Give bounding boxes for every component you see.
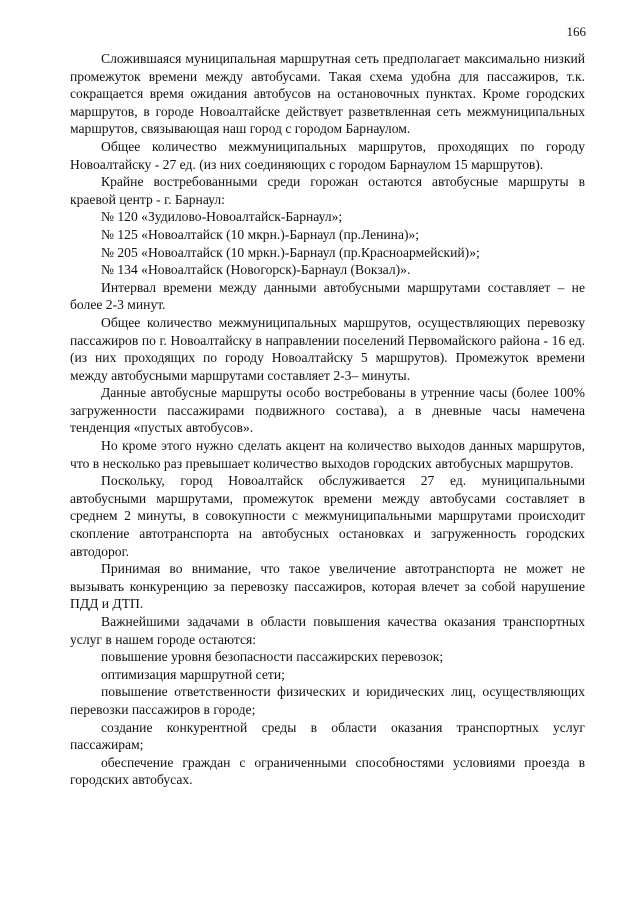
paragraph-interval: Интервал времени между данными автобусными маршрутами составляет – не более 2-3 минут.: [70, 279, 585, 313]
paragraph-intermunicipal-count: Общее количество межмуниципальных маршрутов, проходящих по городу Новоалтайску - 27 ед. (из них соединяющих с городом Барнаулом 15 маршрутов).: [70, 138, 585, 172]
task-item-responsibility: повышение ответственности физических и юридических лиц, осуществляющих перевозки пассажиров в городе;: [70, 684, 585, 717]
route-item-134: № 134 «Новоалтайск (Новогорск)-Барнаул (Вокзал)».: [101, 262, 411, 278]
paragraph-route-network: Сложившаяся муниципальная маршрутная сеть предполагает максимально низкий промежуток времени между автобусами. Такая схема удобна для пассажиров, т.к. сокращается время ожидания автобусов на остановочных пунктах. Кроме городских маршрутов, в городе Новоалтайске действует разветвленная сеть межмуниципальных маршрутов, связывающая наш город с городом Барнаулом.: [70, 51, 585, 137]
task-item-competition: создание конкурентной среды в области оказания транспортных услуг пассажирам;: [70, 719, 585, 753]
task-item-optimization: оптимизация маршрутной сети;: [101, 666, 285, 682]
document-body: [70, 50, 585, 789]
task-item-accessibility: обеспечение граждан с ограниченными способностями условиями проезда в городских автобусах.: [70, 754, 585, 788]
paragraph-congestion: Поскольку, город Новоалтайск обслуживается 27 ед. муниципальными автобусными маршрутами, промежуток времени между автобусами составляет в среднем 2 минуты, в совокупности с межмуниципальными маршрутами происходит скопление автотранспорта на автобусных остановках и загруженность городских автодорог.: [70, 473, 585, 559]
route-item-205: № 205 «Новоалтайск (10 мркн.)-Барнаул (пр.Красноармейский)»;: [101, 244, 480, 260]
paragraph-competition: Принимая во внимание, что такое увеличение автотранспорта не может не вызывать конкуренцию за перевозку пассажиров, которая влечет за собой нарушение ПДД и ДТП.: [70, 561, 585, 612]
paragraph-tasks-intro: Важнейшими задачами в области повышения качества оказания транспортных услуг в нашем городе остаются:: [70, 614, 585, 647]
page-number: 166: [566, 24, 586, 39]
route-item-120: № 120 «Зудилово-Новоалтайск-Барнаул»;: [101, 209, 343, 225]
paragraph-pervomaisky-routes: Общее количество межмуниципальных маршрутов, осуществляющих перевозку пассажиров по г. Новоалтайску в направлении поселений Первомайского района - 16 ед. (из них проходящих по городу Новоалтайску 5 маршрутов). Промежуток времени между автобусными маршрутами составляет 2-3– минуты.: [70, 314, 585, 383]
paragraph-route-exits: Но кроме этого нужно сделать акцент на количество выходов данных маршрутов, что в несколько раз превышает количество выходов городских автобусных маршрутов.: [70, 438, 585, 471]
paragraph-popular-routes-intro: Крайне востребованными среди горожан остаются автобусные маршруты в краевой центр - г. Барнаул:: [70, 174, 585, 207]
route-item-125: № 125 «Новоалтайск (10 мкрн.)-Барнаул (пр.Ленина)»;: [101, 226, 420, 242]
task-item-safety: повышение уровня безопасности пассажирских перевозок;: [101, 649, 444, 665]
paragraph-morning-demand: Данные автобусные маршруты особо востребованы в утренние часы (более 100% загруженности пассажирами подвижного состава), а в дневные часы намечена тенденция «пустых автобусов».: [70, 385, 585, 436]
